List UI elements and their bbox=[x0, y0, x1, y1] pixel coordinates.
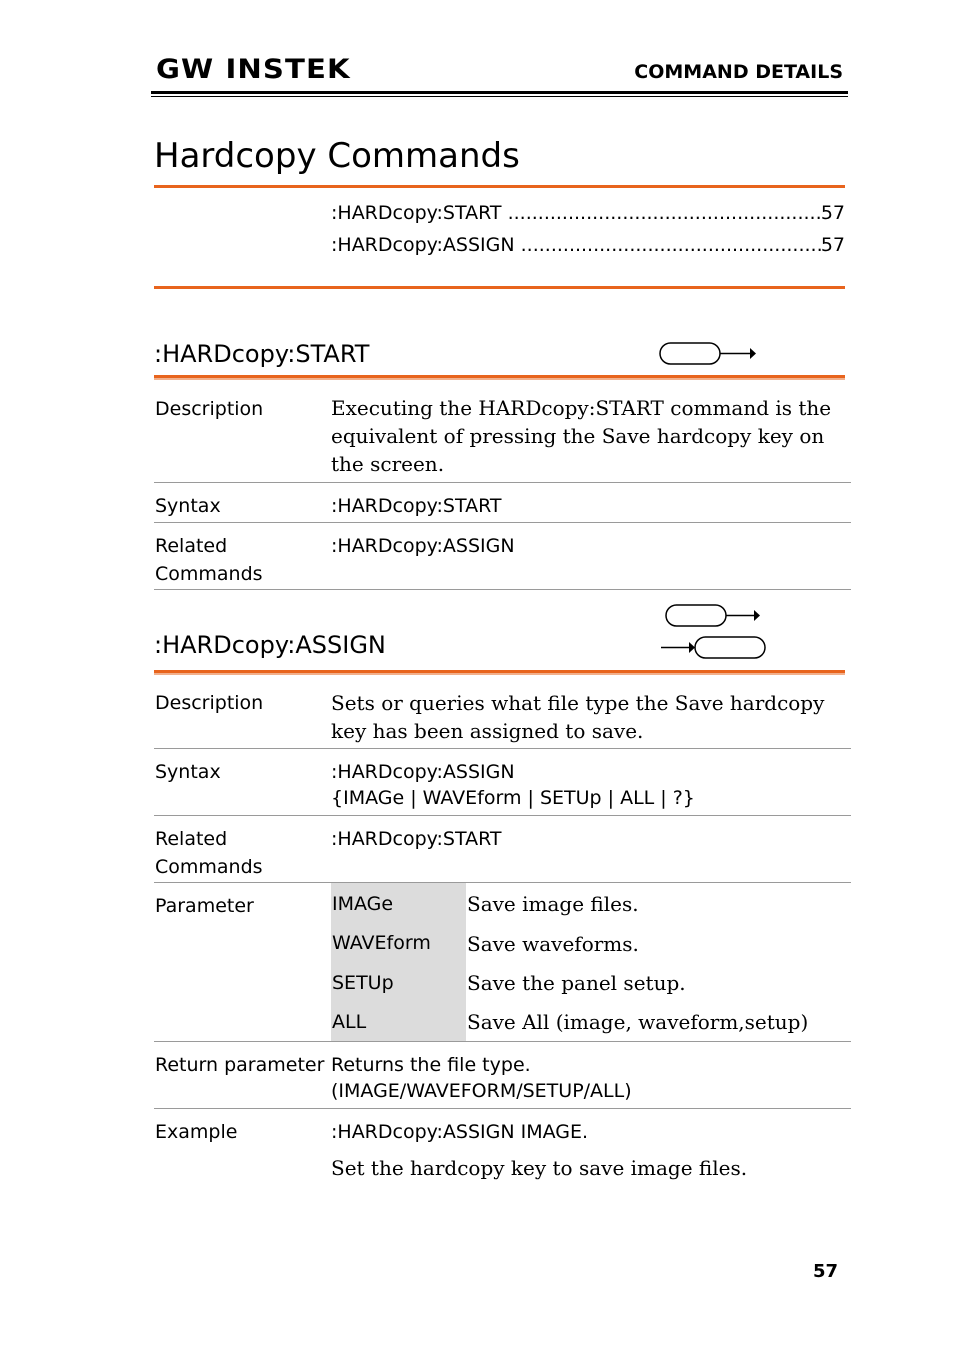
divider bbox=[154, 522, 851, 523]
desc-line: equivalent of pressing the Save hardcopy key on bbox=[331, 424, 825, 448]
header-rule-thin bbox=[151, 96, 848, 97]
parameter-desc: Save All (image, waveform,setup) bbox=[467, 1010, 809, 1034]
toc-page: 57 bbox=[820, 202, 845, 224]
divider bbox=[154, 748, 851, 749]
divider bbox=[154, 589, 851, 590]
assign-related-label bbox=[155, 825, 263, 881]
parameter-name: IMAGe bbox=[332, 893, 394, 915]
toc-label: :HARDcopy:ASSIGN bbox=[331, 234, 515, 256]
divider bbox=[154, 1041, 851, 1042]
syntax-line: {IMAGe | WAVEform | SETUp | ALL | ?} bbox=[331, 787, 695, 809]
assign-example-command: :HARDcopy:ASSIGN IMAGE. bbox=[331, 1121, 589, 1143]
desc-line: Executing the HARDcopy:START command is the bbox=[331, 396, 832, 420]
assign-description-label: Description bbox=[155, 692, 264, 714]
divider bbox=[154, 482, 851, 483]
section-title: COMMAND DETAILS bbox=[634, 61, 843, 83]
assign-example-label: Example bbox=[155, 1121, 238, 1143]
desc-line: Sets or queries what file type the Save hardcopy bbox=[331, 691, 825, 715]
parameter-name: ALL bbox=[332, 1011, 367, 1033]
assign-description bbox=[331, 689, 824, 745]
start-related-label bbox=[155, 532, 263, 588]
toc-rule bbox=[154, 286, 845, 289]
return-line: (IMAGE/WAVEFORM/SETUP/ALL) bbox=[331, 1080, 632, 1102]
label-line: Related bbox=[155, 828, 228, 850]
toc-entry-start[interactable] bbox=[331, 202, 845, 224]
divider bbox=[154, 1108, 851, 1109]
assign-return bbox=[331, 1052, 632, 1104]
assign-return-label: Return parameter bbox=[155, 1054, 325, 1076]
page-title: Hardcopy Commands bbox=[154, 136, 520, 176]
parameter-name: WAVEform bbox=[332, 932, 431, 954]
assign-syntax bbox=[331, 759, 695, 811]
start-description-label: Description bbox=[155, 398, 264, 420]
page-number: 57 bbox=[813, 1261, 839, 1282]
parameter-name: SETUp bbox=[332, 972, 394, 994]
toc-entry-assign[interactable] bbox=[331, 234, 845, 256]
label-line: Commands bbox=[155, 856, 263, 878]
return-line: Returns the file type. bbox=[331, 1054, 531, 1076]
header-rule bbox=[151, 91, 848, 94]
assign-heading: :HARDcopy:ASSIGN bbox=[154, 631, 386, 659]
start-heading: :HARDcopy:START bbox=[154, 340, 370, 368]
start-syntax-label: Syntax bbox=[155, 495, 221, 517]
toc-label: :HARDcopy:START bbox=[331, 202, 502, 224]
start-description bbox=[331, 394, 831, 478]
assign-parameter-label: Parameter bbox=[155, 895, 254, 917]
assign-syntax-label: Syntax bbox=[155, 761, 221, 783]
assign-rule-shade bbox=[154, 673, 845, 675]
divider bbox=[154, 882, 851, 883]
label-line: Commands bbox=[155, 563, 263, 585]
start-syntax: :HARDcopy:START bbox=[331, 495, 502, 517]
toc-page: 57 bbox=[820, 234, 845, 256]
title-rule bbox=[154, 185, 845, 188]
set-command-icon bbox=[658, 340, 758, 370]
desc-line: key has been assigned to save. bbox=[331, 719, 644, 743]
toc-leader bbox=[502, 202, 821, 224]
label-line: Related bbox=[155, 535, 228, 557]
parameter-desc: Save the panel setup. bbox=[467, 971, 686, 995]
assign-related: :HARDcopy:START bbox=[331, 828, 502, 850]
parameter-desc: Save waveforms. bbox=[467, 932, 639, 956]
desc-line: the screen. bbox=[331, 452, 445, 476]
start-related: :HARDcopy:ASSIGN bbox=[331, 535, 515, 557]
parameter-desc: Save image files. bbox=[467, 892, 639, 916]
divider bbox=[154, 815, 851, 816]
start-rule-shade bbox=[154, 378, 845, 380]
set-query-command-icon bbox=[658, 600, 768, 664]
assign-example-desc: Set the hardcopy key to save image files. bbox=[331, 1156, 748, 1180]
syntax-line: :HARDcopy:ASSIGN bbox=[331, 761, 515, 783]
toc-leader bbox=[515, 234, 821, 256]
gw-instek-logo: GW INSTEK bbox=[156, 54, 351, 85]
